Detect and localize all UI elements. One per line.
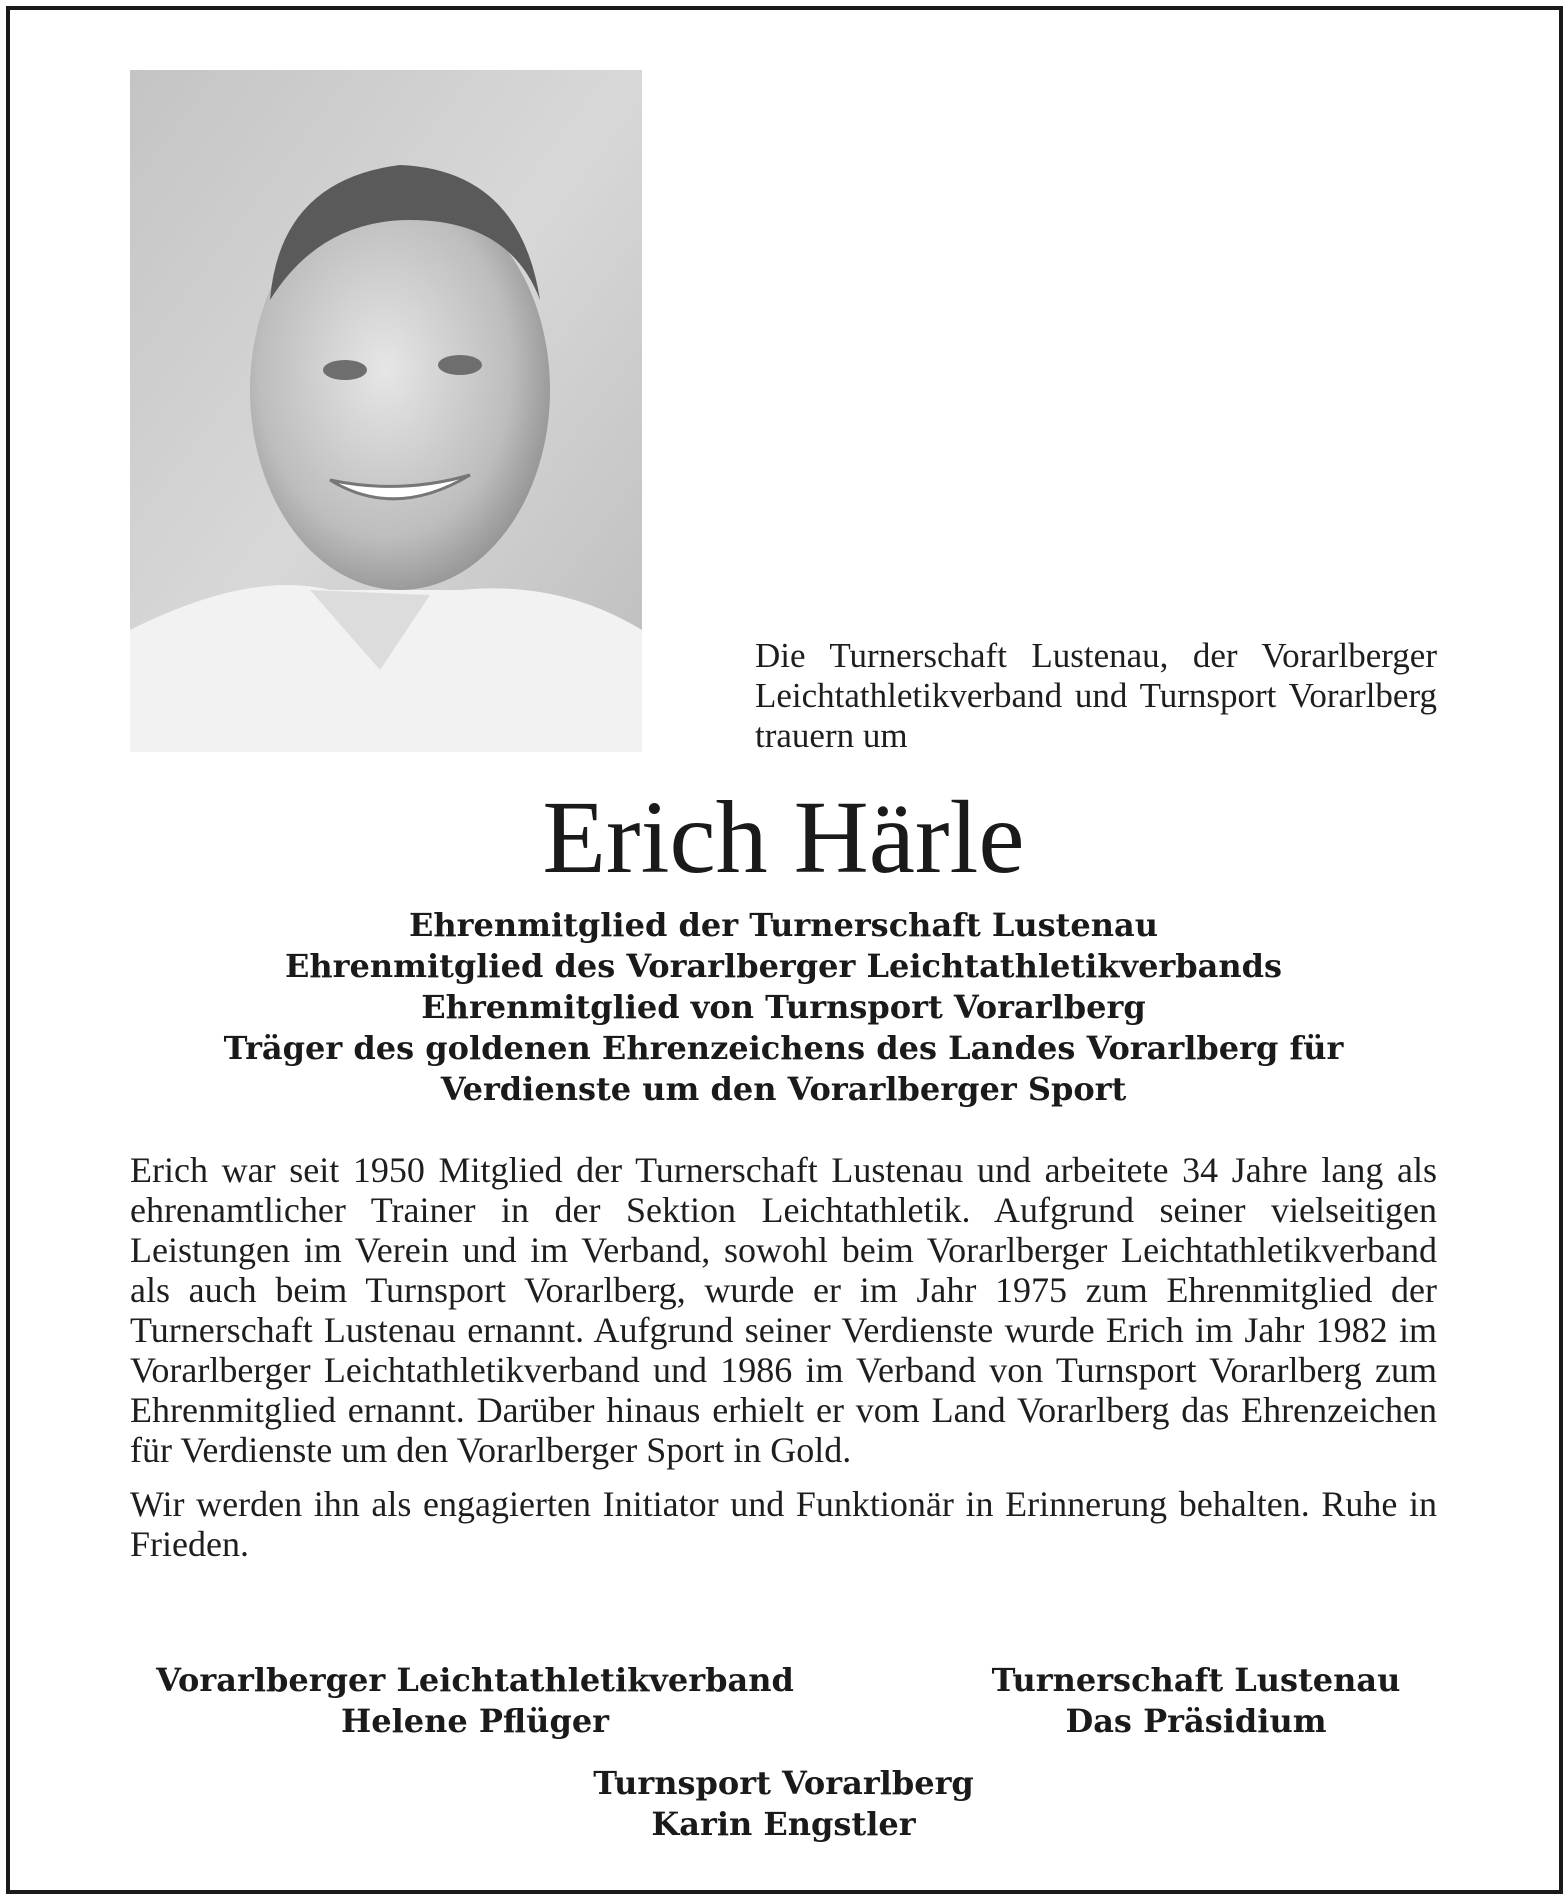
honor-line: Verdienste um den Vorarlberger Sport: [440, 1070, 1127, 1108]
signature-center: [520, 1763, 1047, 1845]
honor-line: Ehrenmitglied des Vorarlberger Leichtathletikverbands: [284, 947, 1283, 985]
signature-org: Turnsport Vorarlberg: [593, 1764, 974, 1802]
body-paragraph: Wir werden ihn als engagierten Initiator und Funktionär in Erinnerung behalten. Ruhe in Frieden.: [130, 1484, 1437, 1564]
body-paragraph: Erich war seit 1950 Mitglied der Turnerschaft Lustenau und arbeitete 34 Jahre lang als ehrenamtlicher Trainer in der Sektion Leichtathletik. Aufgrund seiner vielseitigen Leistungen im Verein und im Verband, sowohl beim Vorarlberger Leichtathletikverband als auch beim Turnsport Vorarlberg, wurde er im Jahr 1975 zum Ehrenmitglied der Turnerschaft Lustenau ernannt. Aufgrund seiner Verdienste wurde Erich im Jahr 1982 im Vorarlberger Leichtathletikverband und 1986 im Verband von Turnsport Vorarlberg zum Ehrenmitglied ernannt. Darüber hinaus erhielt er vom Land Vorarlberg das Ehrenzeichen für Verdienste um den Vorarlberger Sport in Gold.: [130, 1150, 1437, 1470]
signature-person: Das Präsidium: [1065, 1702, 1327, 1740]
signature-person: Karin Engstler: [651, 1805, 916, 1843]
deceased-name: Erich Härle: [542, 780, 1025, 895]
honors-list: [100, 905, 1467, 1110]
honor-line: Ehrenmitglied von Turnsport Vorarlberg: [421, 988, 1146, 1026]
signature-person: Helene Pflüger: [340, 1702, 610, 1740]
obituary-body: [130, 1150, 1437, 1578]
signature-org: Vorarlberger Leichtathletikverband: [156, 1661, 794, 1699]
signature-left: [130, 1660, 820, 1742]
intro-text: Die Turnerschaft Lustenau, der Vorarlberger Leichtathletikverband und Turnsport Vorarlberg trauern um: [755, 636, 1437, 755]
portrait-photo: [130, 70, 642, 752]
honor-line: Ehrenmitglied der Turnerschaft Lustenau: [408, 906, 1159, 944]
signature-right: [955, 1660, 1437, 1742]
honor-line: Träger des goldenen Ehrenzeichens des Landes Vorarlberg für: [223, 1029, 1344, 1067]
signature-org: Turnerschaft Lustenau: [991, 1661, 1401, 1699]
portrait-image: [130, 70, 642, 752]
